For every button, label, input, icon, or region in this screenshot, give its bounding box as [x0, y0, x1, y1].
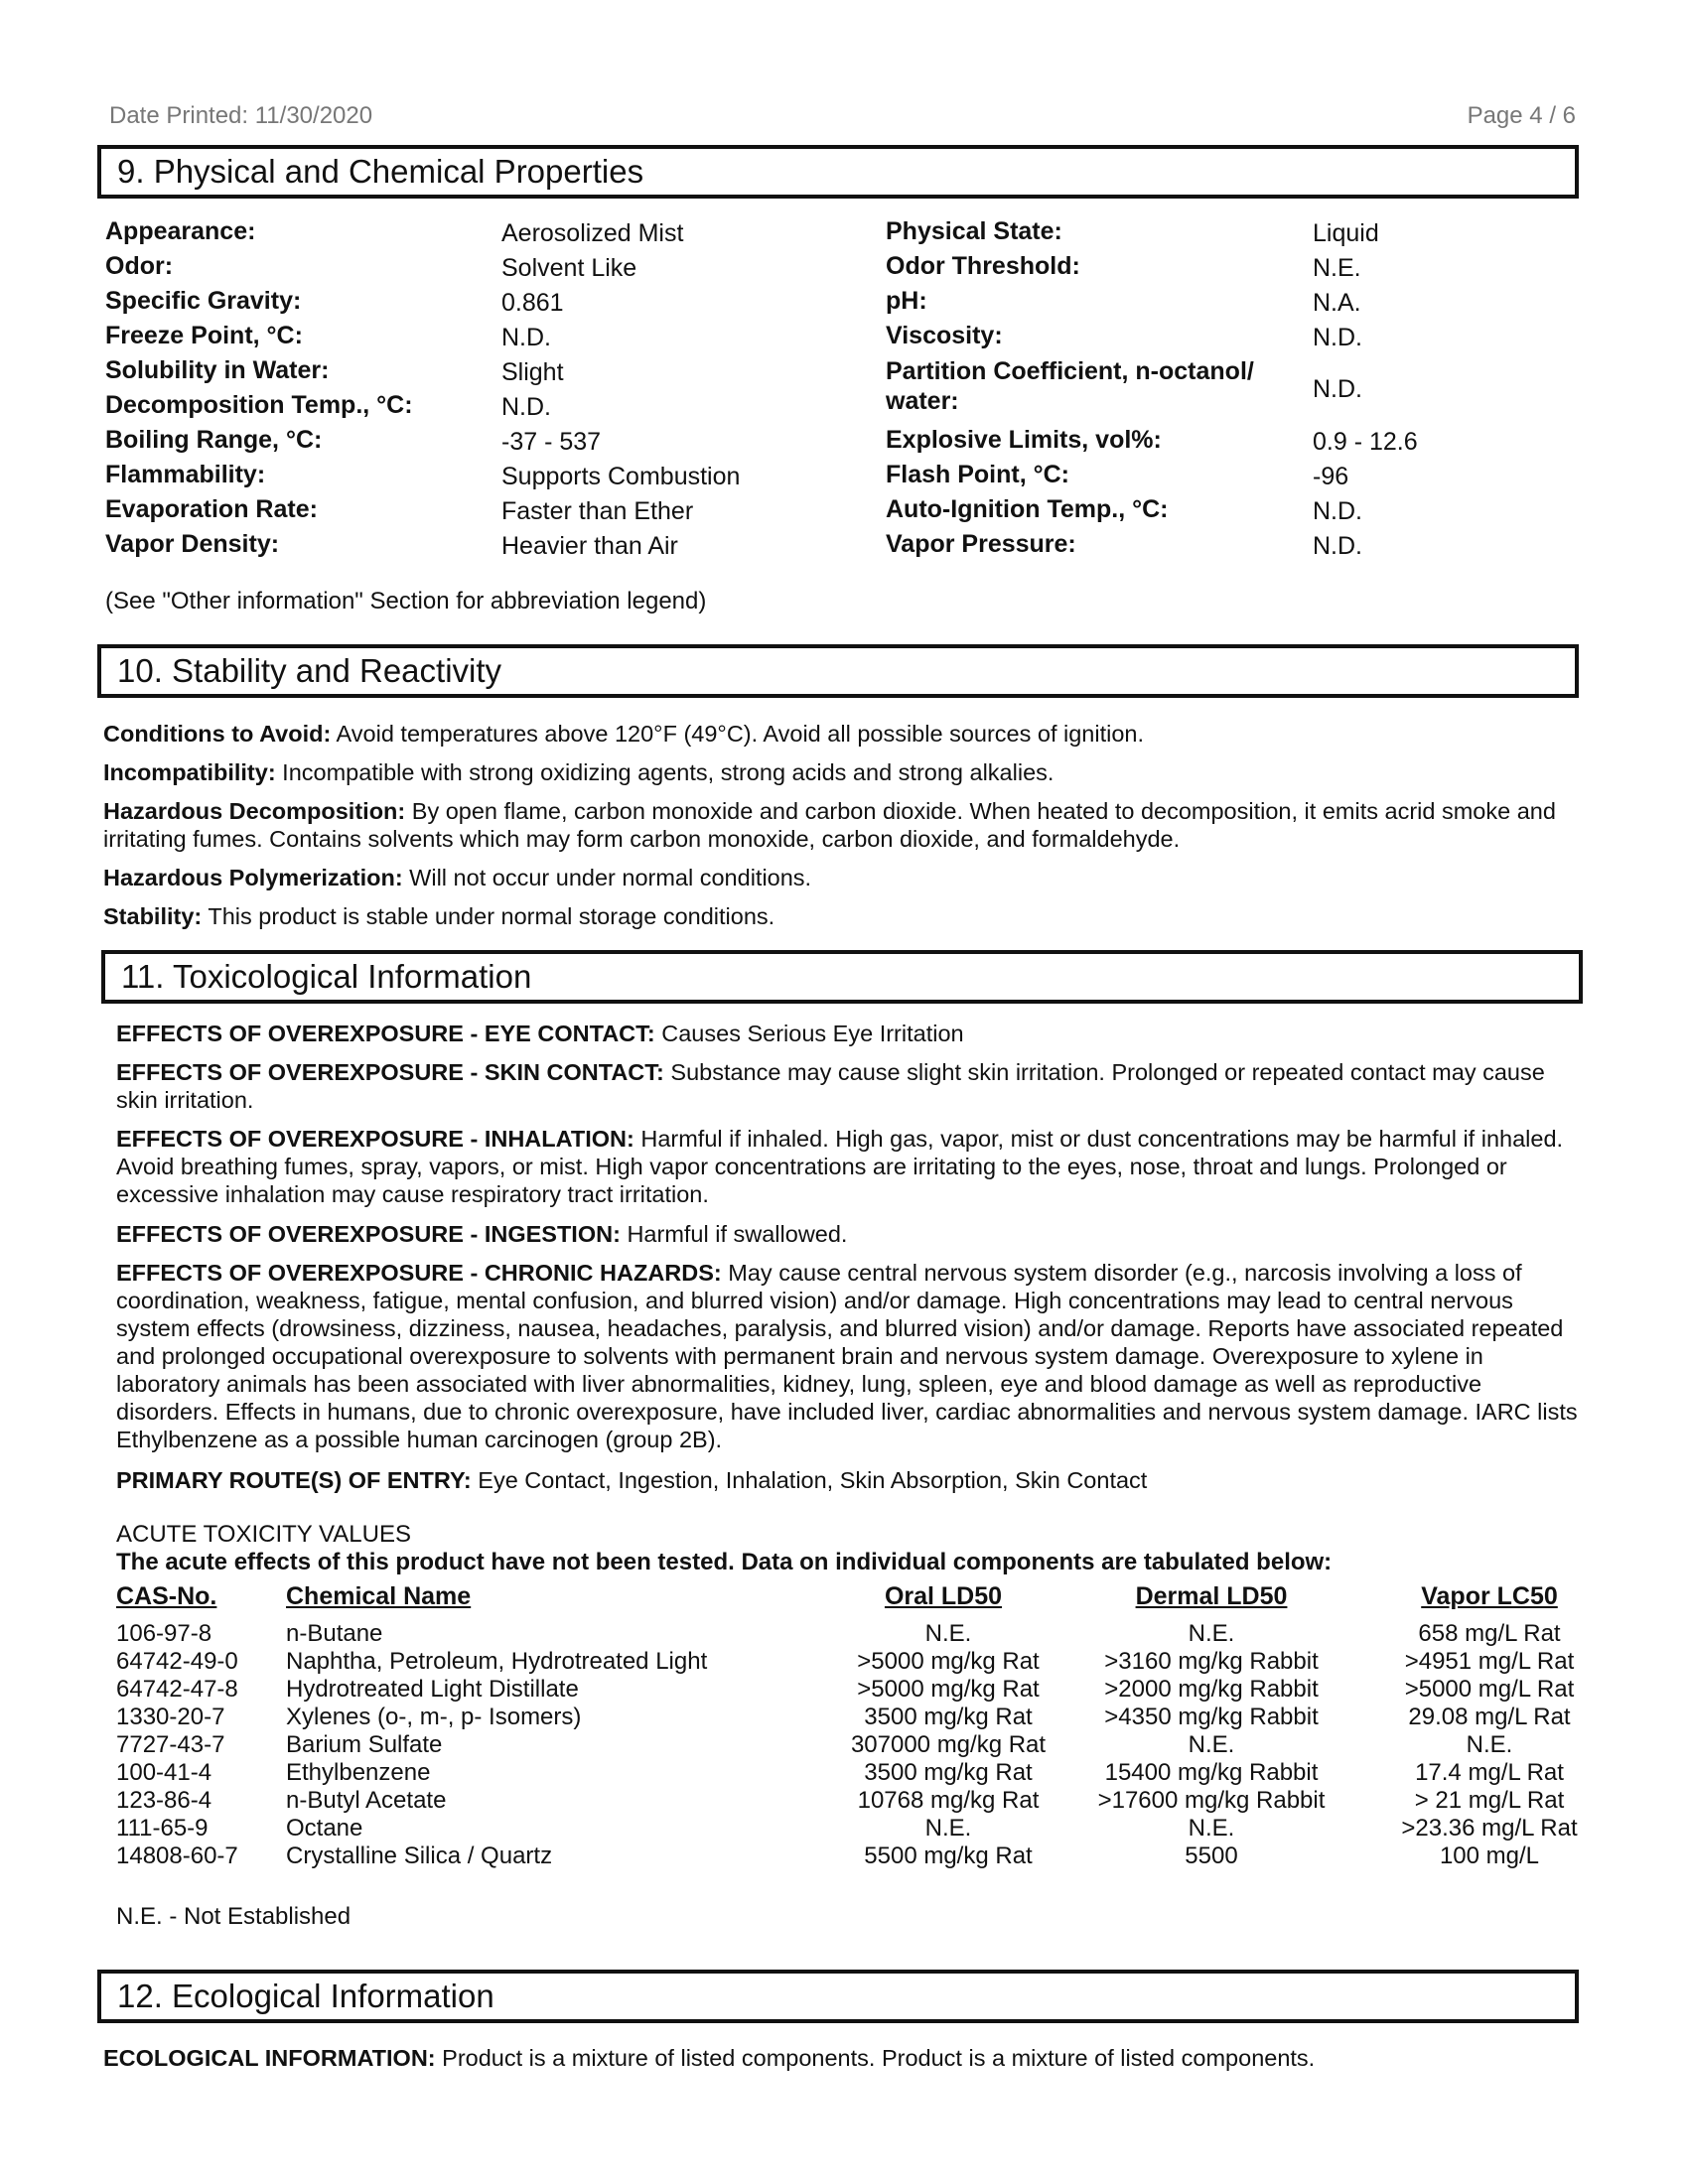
item-label: Hazardous Polymerization:	[103, 865, 403, 890]
item-label: Hazardous Decomposition:	[103, 798, 406, 824]
item-text: Will not occur under normal conditions.	[402, 865, 812, 890]
cell-name: Xylenes (o-, m-, p- Isomers)	[286, 1704, 582, 1730]
prop-label: Solubility in Water:	[105, 356, 330, 384]
item-label: ECOLOGICAL INFORMATION:	[103, 2045, 436, 2071]
prop-value: Aerosolized Mist	[501, 219, 684, 247]
eye-contact	[116, 1020, 1586, 1047]
page-number: Page 4 / 6	[1467, 102, 1576, 129]
cell-name: n-Butyl Acetate	[286, 1787, 447, 1814]
item-text: Harmful if swallowed.	[620, 1221, 848, 1247]
prop-value: N.A.	[1313, 289, 1361, 317]
item-text: Product is a mixture of listed components. Product is a mixture of listed components.	[435, 2045, 1316, 2071]
cell-dermal: 5500	[1185, 1843, 1238, 1869]
cell-oral: >5000 mg/kg Rat	[857, 1676, 1040, 1703]
cell-cas: 111-65-9	[116, 1815, 209, 1842]
col-chemical-name: Chemical Name	[286, 1582, 472, 1610]
item-text: Harmful if inhaled. High gas, vapor, mist or dust concentrations may be harmful if inhaled. Avoid breathing fumes, spray, vapors, or mist. High vapor concentrations are irritating to the eyes, nose, throat and lungs. Prolonged or excessive inhalation may cause respiratory tract irritation.	[116, 1126, 1564, 1207]
col-oral-ld50: Oral LD50	[884, 1582, 1003, 1610]
col-vapor-lc50: Vapor LC50	[1421, 1582, 1558, 1610]
item-text: Incompatible with strong oxidizing agents, strong acids and strong alkalies.	[275, 759, 1055, 785]
cell-dermal: N.E.	[1188, 1731, 1235, 1758]
conditions-to-avoid	[103, 720, 1573, 748]
legend-note: N.E. - Not Established	[116, 1903, 352, 1930]
item-text: May cause central nervous system disorder (e.g., narcosis involving a loss of coordination, weakness, fatigue, mental confusion, and blurred vision) and/or damage. High concentrations may lead to central nervous system effects (drowsiness, dizziness, nausea, headaches, paralysis, and blurred vision) and/or damage. Reports have associated repeated and prolonged occupational overexposure to solvents with permanent brain and nervous system damage. Overexposure to xylene in laboratory animals has been associated with liver abnormalities, kidney, lung, spleen, eye and blood damage as well as reproductive disorders. Effects in humans, due to chronic overexposure, have included liver, cardiac abnormalities and nervous system damage. IARC lists Ethylbenzene as a possible human carcinogen (group 2B).	[116, 1260, 1578, 1452]
item-label: Stability:	[103, 903, 203, 929]
section-9-title: 9. Physical and Chemical Properties	[97, 145, 1579, 199]
hazardous-polymerization	[103, 864, 1573, 891]
cell-oral: 3500 mg/kg Rat	[864, 1759, 1033, 1786]
date-printed: Date Printed: 11/30/2020	[109, 102, 373, 129]
ecological-information	[103, 2044, 1573, 2072]
cell-oral: 307000 mg/kg Rat	[850, 1731, 1047, 1758]
routes-of-entry	[116, 1466, 1586, 1494]
prop-label: Physical State:	[886, 217, 1062, 245]
cell-vapor: 100 mg/L	[1439, 1843, 1540, 1869]
prop-value: Solvent Like	[501, 254, 637, 282]
prop-value: -37 - 537	[501, 428, 602, 456]
cell-cas: 106-97-8	[116, 1620, 212, 1647]
abbreviation-note: (See "Other information" Section for abbreviation legend)	[105, 588, 707, 614]
cell-oral: N.E.	[924, 1620, 972, 1647]
cell-vapor: >4951 mg/L Rat	[1404, 1648, 1575, 1675]
prop-value: Slight	[501, 358, 564, 386]
item-label: EFFECTS OF OVEREXPOSURE - INHALATION:	[116, 1126, 634, 1152]
stability	[103, 902, 1573, 930]
inhalation	[116, 1125, 1586, 1208]
skin-contact	[116, 1058, 1586, 1114]
cell-oral: 3500 mg/kg Rat	[864, 1704, 1033, 1730]
cell-cas: 123-86-4	[116, 1787, 212, 1814]
section-12-title: 12. Ecological Information	[97, 1970, 1579, 2023]
prop-label: Partition Coefficient, n-octanol/ water:	[886, 357, 1254, 415]
prop-value: 0.861	[501, 289, 564, 317]
item-text: Eye Contact, Ingestion, Inhalation, Skin Absorption, Skin Contact	[471, 1467, 1148, 1493]
prop-label: Evaporation Rate:	[105, 495, 318, 523]
cell-name: Crystalline Silica / Quartz	[286, 1843, 553, 1869]
chronic-hazards	[116, 1259, 1586, 1453]
prop-value: Supports Combustion	[501, 463, 741, 490]
prop-value: 0.9 - 12.6	[1313, 428, 1418, 456]
prop-label: Decomposition Temp., °C:	[105, 391, 413, 419]
cell-name: Hydrotreated Light Distillate	[286, 1676, 579, 1703]
col-cas: CAS-No.	[116, 1582, 217, 1610]
ingestion	[116, 1220, 1586, 1248]
item-label: EFFECTS OF OVEREXPOSURE - SKIN CONTACT:	[116, 1059, 664, 1085]
cell-vapor: > 21 mg/L Rat	[1414, 1787, 1565, 1814]
prop-value: N.D.	[501, 324, 551, 351]
incompatibility	[103, 758, 1573, 786]
item-label: EFFECTS OF OVEREXPOSURE - EYE CONTACT:	[116, 1021, 655, 1046]
cell-oral: 5500 mg/kg Rat	[864, 1843, 1033, 1869]
item-label: Conditions to Avoid:	[103, 721, 332, 747]
cell-name: n-Butane	[286, 1620, 383, 1647]
cell-vapor: 658 mg/L Rat	[1418, 1620, 1561, 1647]
cell-vapor: >23.36 mg/L Rat	[1401, 1815, 1578, 1842]
cell-vapor: 17.4 mg/L Rat	[1415, 1759, 1564, 1786]
cell-vapor: >5000 mg/L Rat	[1404, 1676, 1575, 1703]
prop-value: Liquid	[1313, 219, 1379, 247]
prop-label: Appearance:	[105, 217, 256, 245]
cell-name: Ethylbenzene	[286, 1759, 431, 1786]
col-dermal-ld50: Dermal LD50	[1135, 1582, 1288, 1610]
prop-label: Explosive Limits, vol%:	[886, 426, 1162, 454]
prop-value: N.D.	[1313, 324, 1362, 351]
prop-value: N.D.	[1313, 497, 1362, 525]
acute-toxicity-subtitle: The acute effects of this product have not been tested. Data on individual components are tabulated below:	[116, 1549, 1333, 1575]
cell-cas: 100-41-4	[116, 1759, 212, 1786]
item-label: Incompatibility:	[103, 759, 276, 785]
cell-dermal: >2000 mg/kg Rabbit	[1104, 1676, 1319, 1703]
prop-value: -96	[1313, 463, 1349, 490]
prop-label: Boiling Range, °C:	[105, 426, 323, 454]
cell-dermal: >4350 mg/kg Rabbit	[1104, 1704, 1319, 1730]
cell-dermal: 15400 mg/kg Rabbit	[1104, 1759, 1319, 1786]
prop-label: Flash Point, °C:	[886, 461, 1069, 488]
prop-value: N.D.	[1313, 375, 1362, 403]
cell-cas: 14808-60-7	[116, 1843, 238, 1869]
section-11-title: 11. Toxicological Information	[101, 950, 1583, 1004]
hazardous-decomposition	[103, 797, 1573, 853]
cell-oral: 10768 mg/kg Rat	[857, 1787, 1040, 1814]
item-label: EFFECTS OF OVEREXPOSURE - INGESTION:	[116, 1221, 621, 1247]
cell-oral: >5000 mg/kg Rat	[857, 1648, 1040, 1675]
item-text: Substance may cause slight skin irritation. Prolonged or repeated contact may cause skin irritation.	[116, 1059, 1545, 1113]
prop-value: N.E.	[1313, 254, 1361, 282]
cell-cas: 64742-49-0	[116, 1648, 238, 1675]
prop-label: Vapor Pressure:	[886, 530, 1076, 558]
cell-cas: 7727-43-7	[116, 1731, 225, 1758]
prop-value: Faster than Ether	[501, 497, 694, 525]
prop-value: N.D.	[1313, 532, 1362, 560]
prop-value: N.D.	[501, 393, 551, 421]
cell-cas: 64742-47-8	[116, 1676, 238, 1703]
cell-dermal: >17600 mg/kg Rabbit	[1097, 1787, 1326, 1814]
section-10-title: 10. Stability and Reactivity	[97, 644, 1579, 698]
cell-dermal: N.E.	[1188, 1815, 1235, 1842]
item-text: Causes Serious Eye Irritation	[654, 1021, 964, 1046]
cell-cas: 1330-20-7	[116, 1704, 225, 1730]
item-text: Avoid temperatures above 120°F (49°C). Avoid all possible sources of ignition.	[331, 721, 1145, 747]
cell-name: Barium Sulfate	[286, 1731, 443, 1758]
prop-label: Viscosity:	[886, 322, 1003, 349]
cell-vapor: N.E.	[1466, 1731, 1513, 1758]
acute-toxicity-title: ACUTE TOXICITY VALUES	[116, 1521, 411, 1548]
prop-label: Flammability:	[105, 461, 266, 488]
item-text: By open flame, carbon monoxide and carbon dioxide. When heated to decomposition, it emits acrid smoke and irritating fumes. Contains solvents which may form carbon monoxide, carbon dioxide, and formaldehyde.	[103, 798, 1556, 852]
prop-value: Heavier than Air	[501, 532, 678, 560]
prop-label: Vapor Density:	[105, 530, 280, 558]
cell-dermal: N.E.	[1188, 1620, 1235, 1647]
item-label: PRIMARY ROUTE(S) OF ENTRY:	[116, 1467, 472, 1493]
cell-oral: N.E.	[924, 1815, 972, 1842]
prop-label: Odor:	[105, 252, 174, 280]
prop-label: Auto-Ignition Temp., °C:	[886, 495, 1169, 523]
item-text: This product is stable under normal storage conditions.	[202, 903, 775, 929]
prop-label: Odor Threshold:	[886, 252, 1080, 280]
prop-label: Freeze Point, °C:	[105, 322, 303, 349]
prop-label: pH:	[886, 287, 927, 315]
item-label: EFFECTS OF OVEREXPOSURE - CHRONIC HAZARDS:	[116, 1260, 722, 1286]
cell-name: Octane	[286, 1815, 363, 1842]
cell-dermal: >3160 mg/kg Rabbit	[1104, 1648, 1319, 1675]
prop-label: Specific Gravity:	[105, 287, 302, 315]
cell-vapor: 29.08 mg/L Rat	[1408, 1704, 1571, 1730]
cell-name: Naphtha, Petroleum, Hydrotreated Light	[286, 1648, 708, 1675]
